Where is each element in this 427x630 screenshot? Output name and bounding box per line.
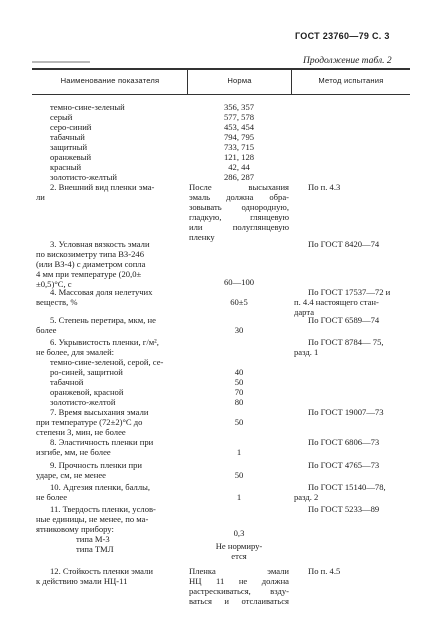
row-name-line: ли — [36, 192, 45, 202]
color-norm: 453, 454 — [223, 122, 255, 132]
sub-item-norm: 80 — [234, 397, 244, 407]
color-norm: 733, 715 — [223, 142, 255, 152]
row-norm: 60±5 — [230, 297, 248, 307]
sub-item-name — [36, 357, 186, 377]
row-name-line: 5. Степень перетира, мкм, не — [50, 315, 156, 325]
row-name-line: ±0,5)°С, с — [36, 279, 72, 289]
row-name-line: 4 мм при температуре (20,0± — [36, 269, 142, 279]
row-name-line: изгибе, мм, не более — [36, 447, 111, 457]
color-norm: 286, 287 — [223, 172, 255, 182]
row-method: По ГОСТ 5233—89 — [308, 504, 380, 514]
row-method: По ГОСТ 8420—74 — [308, 239, 380, 249]
row-name-line: темно-сине-зеленой, серой, се- — [50, 357, 164, 367]
method-line: разд. 2 — [294, 492, 319, 502]
table-top-rule — [32, 68, 410, 70]
row-norm: 1 — [236, 447, 242, 457]
row-name-line: веществ, % — [36, 297, 78, 307]
row-name — [36, 460, 186, 480]
norm-line: пленку — [189, 232, 215, 242]
column-divider-1 — [187, 68, 188, 95]
row-method: По ГОСТ 6589—74 — [308, 315, 380, 325]
norm-line: НЦ 11 не должна — [189, 576, 289, 586]
method-line: По ГОСТ 15140—78, — [308, 482, 386, 492]
color-norm: 42, 44 — [228, 162, 250, 172]
page-header: ГОСТ 23760—79 С. 3 — [295, 31, 390, 41]
color-name: серо-синий — [50, 122, 92, 132]
sub-item-norm: 70 — [234, 387, 244, 397]
row-name — [36, 504, 186, 534]
column-header-norm: Норма — [227, 76, 252, 85]
row-name — [36, 437, 186, 457]
sub-item-norm — [189, 541, 289, 561]
table-continuation-label: Продолжение табл. 2 — [303, 56, 392, 66]
row-method: По п. 4.3 — [308, 182, 341, 192]
row-norm: 30 — [234, 325, 244, 335]
row-method — [294, 482, 404, 502]
color-name: защитный — [50, 142, 88, 152]
row-name-line: не более — [36, 492, 68, 502]
row-name-line: 12. Стойкость пленки эмали — [50, 566, 153, 576]
method-line: п. 4.4 настоящего стан- — [294, 297, 379, 307]
norm-line: или полуглянцевую — [189, 222, 289, 232]
row-name-line: 3. Условная вязкость эмали — [50, 239, 150, 249]
method-line: дарта — [294, 307, 315, 317]
method-line: По ГОСТ 8784— 75, — [308, 337, 384, 347]
sub-item-name: типа М-3 — [76, 534, 110, 544]
color-norm: 356, 357 — [223, 102, 255, 112]
norm-line: Не нормиру- — [215, 541, 263, 551]
row-name — [36, 239, 186, 289]
row-name — [36, 182, 200, 192]
color-norm: 121, 128 — [223, 152, 255, 162]
row-name-line: 10. Адгезия пленки, баллы, — [50, 482, 151, 492]
norm-line: растрескиваться, взду- — [189, 586, 289, 596]
row-norm: 50 — [234, 417, 244, 427]
row-norm: 60—100 — [223, 277, 255, 287]
row-norm: 1 — [236, 492, 242, 502]
row-name-line: ные единицы, не менее, по ма- — [36, 514, 149, 524]
norm-line: ваться и отслаиваться — [189, 596, 289, 606]
row-name-line: по вискозиметру типа ВЗ-246 — [36, 249, 144, 259]
row-name-line: степени 3, мин, не более — [36, 427, 126, 437]
sub-item-norm: 40 — [234, 367, 244, 377]
sub-item-name: типа ТМЛ — [76, 544, 114, 554]
row-name-line: 6. Укрывистость пленки, г/м², — [50, 337, 159, 347]
row-name-line: более — [36, 325, 57, 335]
row-norm — [189, 566, 289, 606]
method-line: По ГОСТ 17537—72 и — [308, 287, 391, 297]
color-name: золотисто-желтый — [50, 172, 118, 182]
row-name — [36, 337, 186, 357]
row-name-line: ятниковому прибору: — [36, 524, 114, 534]
row-method — [294, 337, 404, 357]
row-name-line: 9. Прочность пленки при — [50, 460, 142, 470]
color-name: табачный — [50, 132, 85, 142]
color-norm: 577, 578 — [223, 112, 255, 122]
norm-line: ется — [231, 551, 247, 561]
row-name-line: ро-синей, защитной — [50, 367, 123, 377]
row-name-line: не более, для эмалей: — [36, 347, 115, 357]
header-bottom-rule — [32, 94, 410, 95]
column-header-method: Метод испытания — [318, 76, 384, 85]
print-smudge — [32, 61, 90, 63]
norm-line: После высыхания — [189, 182, 289, 192]
row-name-line: к действию эмали НЦ-11 — [36, 576, 128, 586]
row-name — [36, 315, 186, 335]
color-name: красный — [50, 162, 82, 172]
row-norm: 50 — [234, 470, 244, 480]
row-name-line: при температуре (72±2)°С до — [36, 417, 143, 427]
color-name: оранжевый — [50, 152, 92, 162]
row-name-line: (или ВЗ-4) с диаметром сопла — [36, 259, 146, 269]
norm-line: гладкую, глянцевую — [189, 212, 289, 222]
column-divider-2 — [291, 68, 292, 95]
row-name-line: 4. Массовая доля нелетучих — [50, 287, 153, 297]
row-name-line: 7. Время высыхания эмали — [50, 407, 149, 417]
row-name — [36, 192, 186, 202]
sub-item-norm: 50 — [234, 377, 244, 387]
color-name: серый — [50, 112, 73, 122]
row-method: По п. 4.5 — [308, 566, 341, 576]
sub-item-name: табачной — [50, 377, 84, 387]
color-norm: 794, 795 — [223, 132, 255, 142]
sub-item-name: золотисто-желтой — [50, 397, 116, 407]
norm-line: эмаль должна обра- — [189, 192, 289, 202]
sub-item-name: оранжевой, красной — [50, 387, 124, 397]
color-name: темно-сине-зеленый — [50, 102, 125, 112]
row-norm — [189, 182, 289, 242]
row-method: По ГОСТ 19007—73 — [308, 407, 384, 417]
method-line: разд. 1 — [294, 347, 319, 357]
row-method — [294, 287, 404, 317]
norm-line: Пленка эмали — [189, 566, 289, 576]
row-name — [36, 482, 186, 502]
row-method: По ГОСТ 6806—73 — [308, 437, 380, 447]
row-name-line: ударе, см, не менее — [36, 470, 106, 480]
row-name-line: 8. Эластичность пленки при — [50, 437, 154, 447]
sub-item-norm: 0,3 — [233, 528, 245, 538]
row-name-line: 11. Твердость пленки, услов- — [50, 504, 156, 514]
row-method: По ГОСТ 4765—73 — [308, 460, 380, 470]
row-name — [36, 566, 186, 586]
row-name — [36, 407, 186, 437]
row-name-line: 2. Внешний вид пленки эма- — [50, 182, 155, 192]
norm-line: зовывать однородную, — [189, 202, 289, 212]
row-name — [36, 287, 186, 307]
column-header-name: Наименование показателя — [60, 76, 160, 85]
